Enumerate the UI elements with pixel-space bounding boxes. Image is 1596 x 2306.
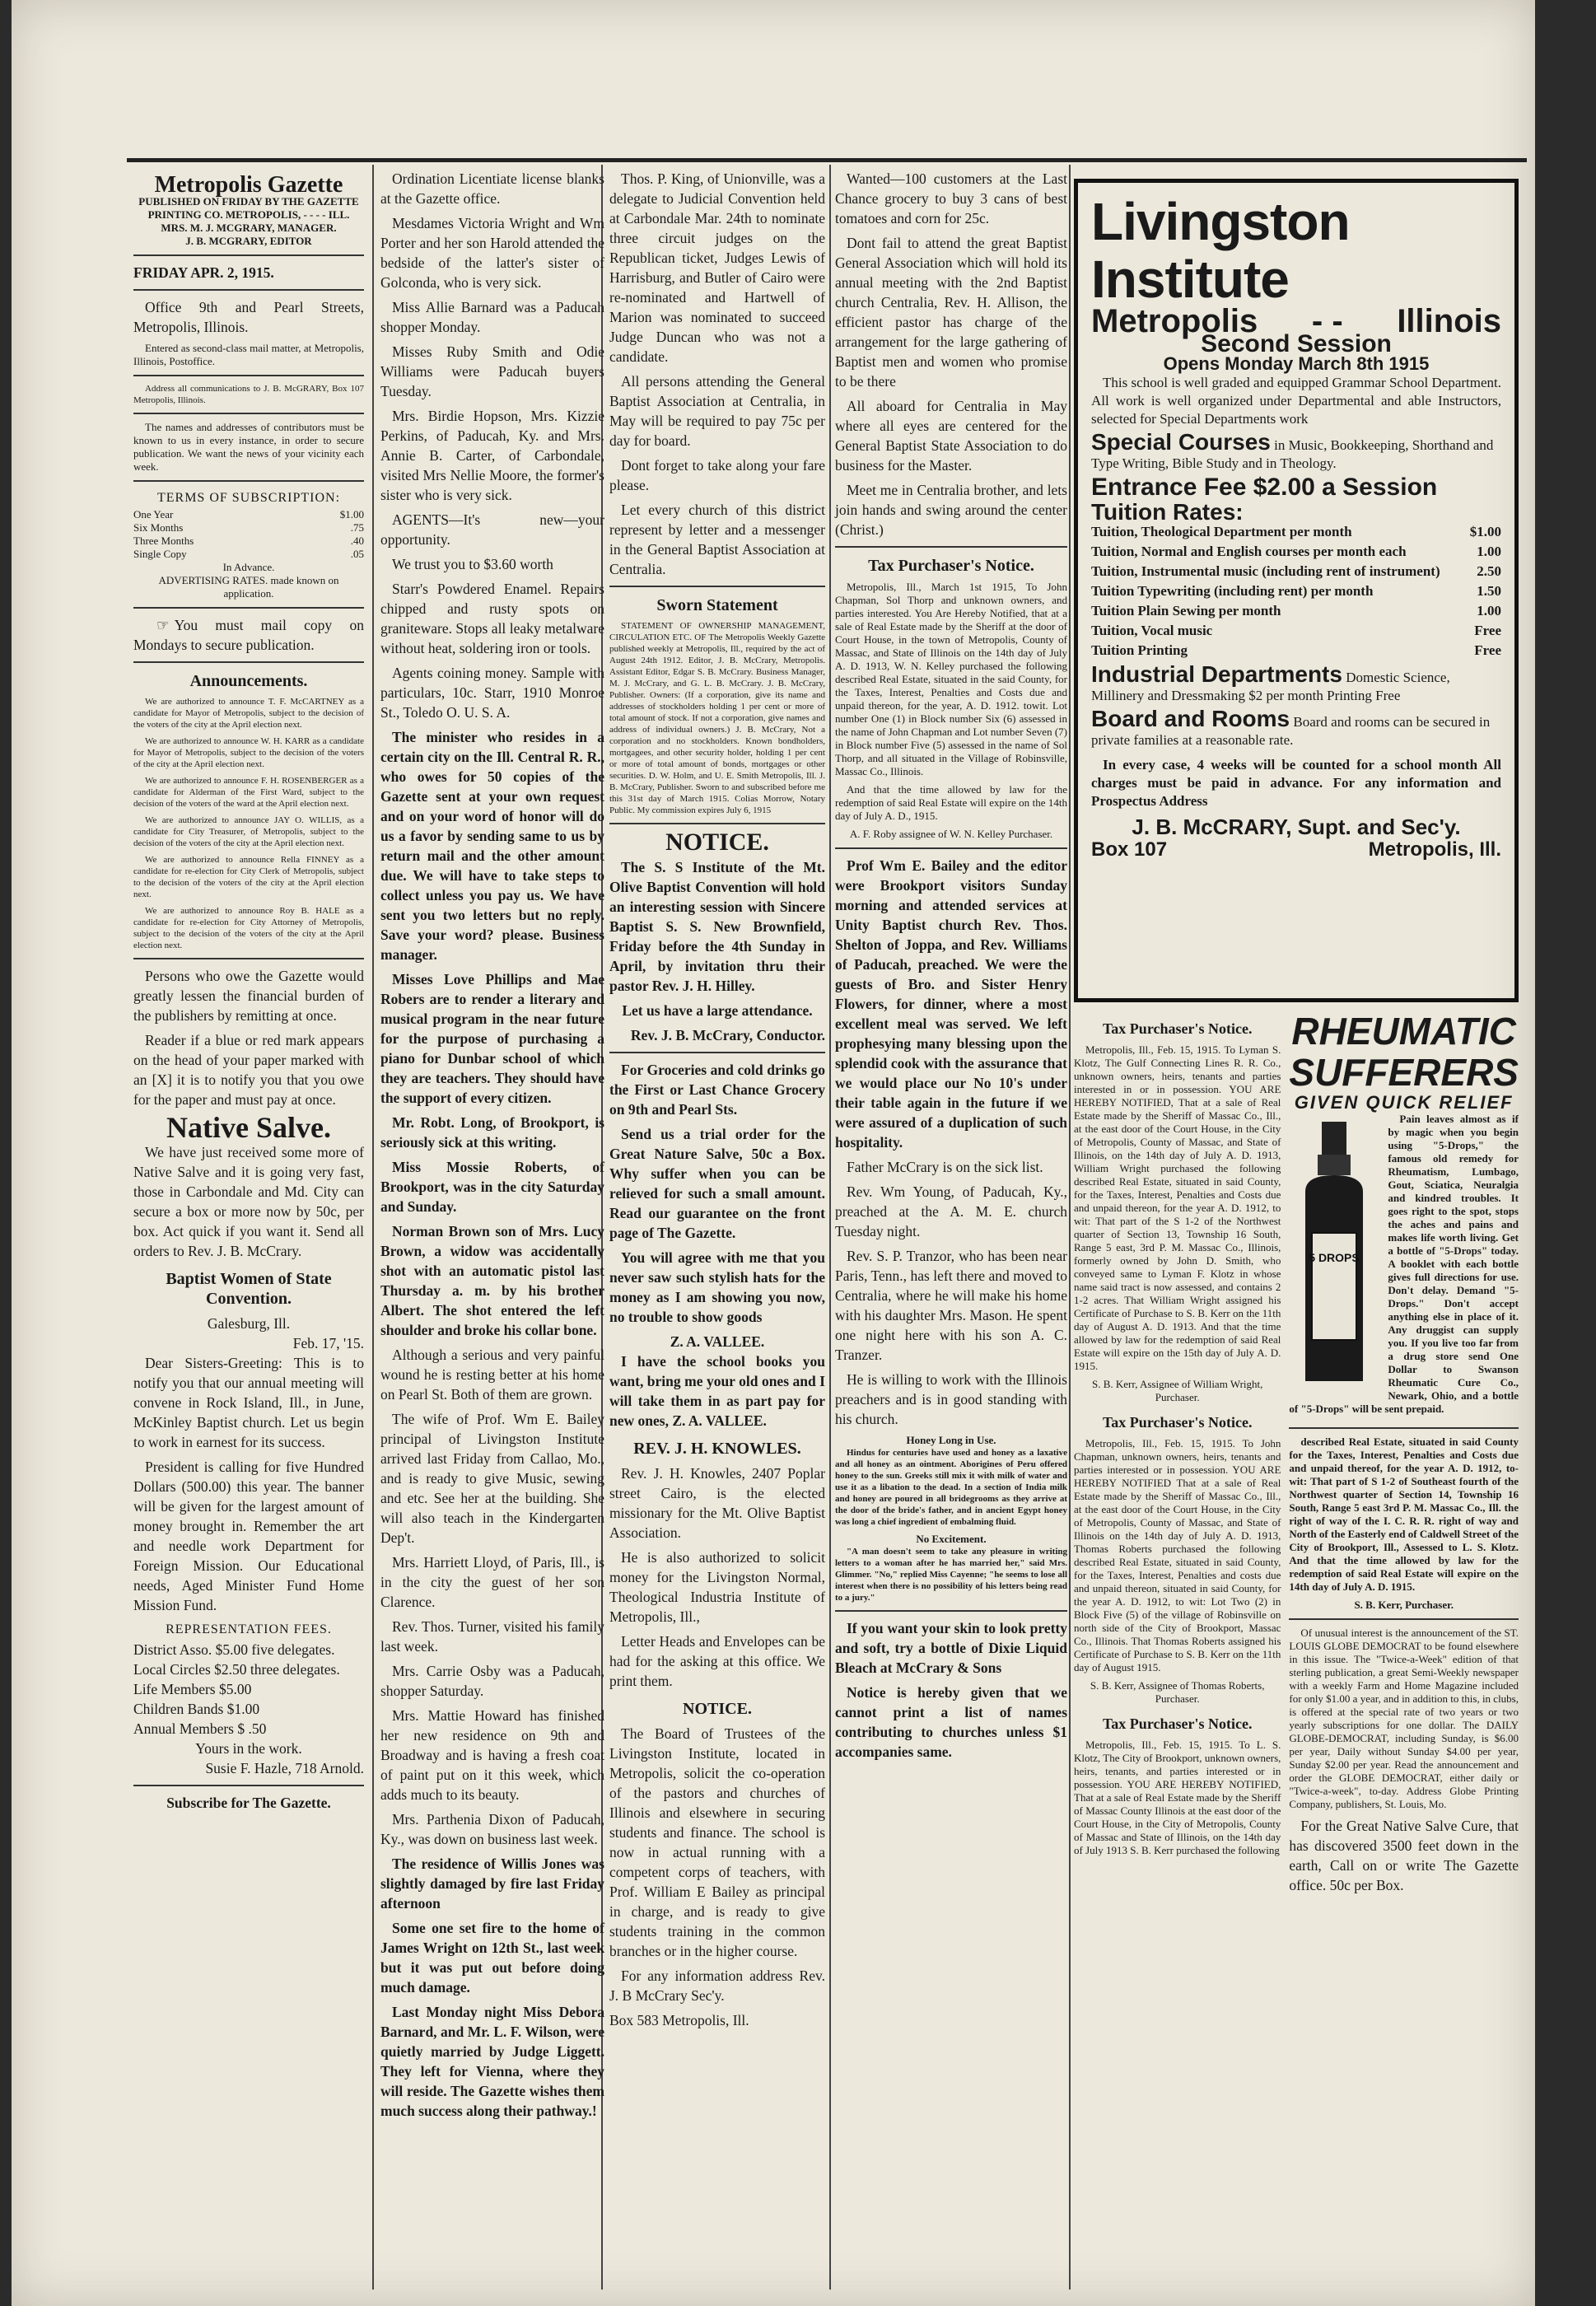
fee-item: Local Circles $2.50 three delegates. <box>133 1661 340 1678</box>
notice-welcome: Let us have a large attendance. <box>622 1002 813 1019</box>
column-1 <box>133 169 364 1813</box>
issue-date: FRIDAY APR. 2, 1915. <box>133 264 274 281</box>
sworn-statement-title: Sworn Statement <box>656 596 778 614</box>
knowles-item: He is also authorized to solicit money for the Livingston Normal, Theological Industria Institute of Metropolis, Ill., <box>609 1549 825 1625</box>
salve-ad: Send us a trial order for the Great Nature Salve, 50c a Box. Why suffer when you can be relieved for such a small amount. Read our guarantee on the front page of The Gazette. <box>609 1126 825 1241</box>
news-item: Father McCrary is on the sick list. <box>847 1159 1043 1175</box>
column-4 <box>835 169 1067 1767</box>
announcement-item: We are authorized to announce JAY O. WILLIS, as a candidate for City Treasurer, of Metropolis, subject to the decision of the voters of the city at the April election next. <box>133 815 364 848</box>
publisher-line: PUBLISHED ON FRIDAY BY THE GAZETTE PRINTING CO. METROPOLIS, - - - - ILL. <box>138 195 359 221</box>
news-item: Misses Ruby Smith and Odie Williams were Paducah buyers Tuesday. <box>380 343 604 399</box>
notice2-title: NOTICE. <box>683 1700 752 1718</box>
bottle-label: 5 DROPS <box>1309 1251 1360 1264</box>
news-item: Dont fail to attend the great Baptist General Association which will hold its annual meeting with the 2nd Baptist church Centralia, Rev. H. Allison, the efficient pastor has charge of the arrangement for the large gathering of Baptist men and women who promise to be there <box>835 235 1067 390</box>
ad-four-weeks: In every case, 4 weeks will be counted for a school month All charges must be paid in advance. For any information and Prospectus Address <box>1091 757 1501 809</box>
advertising-rates: ADVERTISING RATES. made known on application. <box>158 574 339 600</box>
box-address: Box 583 Metropolis, Ill. <box>609 2012 749 2028</box>
office-address: Office 9th and Pearl Streets, Metropolis, Illinois. <box>133 299 364 335</box>
rheumatic-subtitle: GIVEN QUICK RELIEF <box>1294 1092 1514 1113</box>
news-item: Ordination Licentiate license blanks at the Gazette office. <box>380 170 604 207</box>
subscription-title: TERMS OF SUBSCRIPTION: <box>156 491 341 505</box>
blue-mark-notice: Reader if a blue or red mark appears on the head of your paper marked with an [X] it is to notify you that you owe for the paper and must pay at once. <box>133 1032 364 1108</box>
dixie-bleach-ad: If you want your skin to look pretty and soft, try a bottle of Dixie Liquid Bleach at McCrary & Sons <box>835 1620 1067 1676</box>
newspaper-page <box>12 0 1535 2306</box>
column-5-left <box>1074 1011 1281 1900</box>
news-item: Mrs. Birdie Hopson, Mrs. Kizzie Perkins, of Paducah, Ky. and Mrs. Annie B. Carter, of Carbondale, visited Mrs Nellie Moore, the former's sister who is very sick. <box>380 408 604 503</box>
ad-signature: J. B. McCRARY, Supt. and Sec'y. <box>1132 815 1461 839</box>
in-advance: In Advance. <box>222 561 275 573</box>
news-item: Mesdames Victoria Wright and Wm Porter and her son Harold attended the bedside of the latter's sister of Golconda, who is very sick. <box>380 215 604 291</box>
baptist-women-title: Baptist Women of State Convention. <box>166 1270 332 1308</box>
signature: Susie F. Hazle, 718 Arnold. <box>205 1760 364 1776</box>
excitement-body: "A man doesn't seem to take any pleasure in writing letters to a woman after he has married her," said Mrs. Glimmer. "No," replied Miss Cayenne; "he seems to lose all interest when there is no possibility of his letters being read to a jury." <box>835 1547 1067 1603</box>
news-item: Mrs. Carrie Osby was a Paducah, shopper Saturday. <box>380 1663 604 1699</box>
news-item: He is willing to work with the Illinois preachers and is in good standing with his church. <box>835 1371 1067 1427</box>
knowles-item: Letter Heads and Envelopes can be had for the asking at this office. We print them. <box>609 1633 825 1689</box>
tax-notice-body: Metropolis, Ill., Feb. 15, 1915. To John Chapman, unknown owners, heirs, tenants and parties interested or in possession. YOU ARE HEREBY NOTIFIED That at a sale of Real Estate made by the Sheriff of Massac Co., Ill., at the east door of the Court House, in the City of Metropolis, County of Massac, and State of Illinois on the 14th day of July A. D. 1913, Thomas Roberts purchased the following described Real Estate, situated in said County, for the Taxes, Interest, Penalties and costs due and unpaid thereon, situated in said County, for the year A. D. 1912, to wit: Lot Two (2) in Block Five (5) of the village of Robinsville on north side of the City of Brookport, Massac Co., Illinois. That Thomas Roberts assigned his Certificate of Purchase to S. B. Kerr on the 11th day of August 1915. <box>1074 1437 1281 1673</box>
news-item-bold: The residence of Willis Jones was slightly damaged by fire last Friday afternoon <box>380 1856 604 1912</box>
honey-body: Hindus for centuries have used and honey as a laxative and all honey as an ointment. Aborigines of Peru offered honey to the sun. Greeks still mix it with milk of water and use it as a libation to the dead. In a section of India milk and honey are poured in all bridegrooms as they arrive at the door of the bride's father, and in ancient Egypt honey was long a chief ingredient of embalming fluid. <box>835 1448 1067 1527</box>
honey-title: Honey Long in Use. <box>906 1434 996 1446</box>
news-item: All persons attending the General Baptist Association at Centralia, in May will be required to pay 75c per day for board. <box>609 373 825 449</box>
column-divider <box>829 165 831 2290</box>
announcements-title: Announcements. <box>189 672 308 690</box>
ad-session: Second Session <box>1201 330 1392 357</box>
sworn-statement-body: STATEMENT OF OWNERSHIP MANAGEMENT, CIRCULATION ETC. OF The Metropolis Weekly Gazette published weekly at Metropolis, Ill., required by the act of August 24th 1912. Editor, J. B. McCrary, Metropolis. Assistant Editor, Edgar S. B. McCrary. Business Manager, M. J. McCrary, and G. L. B. McCrary. J. B. McCrary, Publisher. Owners: (If a corporation, give its name and addresses of stockholders holding 1 per cent or more of total amount of stock. If not a corporation, give names and address of individual owners.) J. B. McCrary, Not a corporation and no stockholders. Known bondholders, mortgagees, and other security holder, holding 1 per cent or more of total amount of bonds, mortgages or other securities. D. W. Holm, and U. E. Smith Metropolis, Ill. J. B. McCrary, Publisher. Sworn to and subscribed before me this 31st day of March 1915. Colias Morrow, Notary Public. My commission expires July 6, 1915 <box>609 621 825 815</box>
column-divider <box>1069 165 1071 2290</box>
news-item: Mrs. Harriett Lloyd, of Paris, Ill., is in the city the guest of her son Clarence. <box>380 1554 604 1610</box>
subscription-row: One Year $1.00 <box>133 508 364 520</box>
ad-entrance-fee: Entrance Fee $2.00 a Session <box>1091 474 1438 501</box>
rate-row: Tuition, Normal and English courses per month each 1.00 <box>1091 544 1501 559</box>
tax-notice-title: Tax Purchaser's Notice. <box>1102 1414 1253 1431</box>
column-3 <box>609 169 825 2030</box>
news-item: Agents coining money. Sample with particulars, 10c. Starr, 1910 Monroe St., Toledo O. U. S. A. <box>380 665 604 721</box>
rate-row: Tuition Printing Free <box>1091 642 1501 658</box>
fee-item: Life Members $5.00 <box>133 1681 252 1697</box>
manager-line: MRS. M. J. MCGRARY, MANAGER. <box>161 222 337 234</box>
news-item: All aboard for Centralia in May where all eyes are centered for the General Baptist State Association to do business for the Master. <box>835 398 1067 474</box>
notice-title: NOTICE. <box>665 829 769 856</box>
tax-notice-title: Tax Purchaser's Notice. <box>868 557 1034 575</box>
news-item-bold: The minister who resides in a certain city on the Ill. Central R. R., who owes for 50 copies of the Gazette sent at your own request and on your word of honor will do us a favor by sending same to us by return mail and the other amount due. We will have to take steps to collect unless you pay us. We have sent you two letters but no reply. Save your word? please. Business manager. <box>380 729 604 963</box>
news-item: Mrs. Parthenia Dixon of Paducah, Ky., was down on business last week. <box>380 1811 604 1847</box>
rate-row: Tuition, Instrumental music (including rent of instrument) 2.50 <box>1091 563 1501 579</box>
news-item-bold: Misses Love Phillips and Mae Robers are to render a literary and musical program in the near future for the purpose of purchasing a piano for Dunbar school of which they are teachers. They should have the support of every citizen. <box>380 971 604 1106</box>
baptist-women-paragraph: Dear Sisters-Greeting: This is to notify you that our annual meeting will convene in Rock Island, Ill., in June, McKinley Baptist church. Let us begin to work in earnest for its success. <box>133 1355 364 1450</box>
news-item: The wife of Prof. Wm E. Bailey principal of Livingston Institute arrived last Friday from Callao, Mo., and is ready to give Music, sewing and etc. See her at the building. She will also teach in the Kindergarten Dep't. <box>380 1411 604 1546</box>
tax-notice-title: Tax Purchaser's Notice. <box>1102 1020 1253 1037</box>
rate-row: Tuition, Theological Department per month $1.00 <box>1091 524 1501 539</box>
column-divider <box>372 165 374 2290</box>
news-item: Although a serious and very painful wound he is resting better at his home on Pearl St. Both of them are grown. <box>380 1347 604 1403</box>
editor-line: J. B. MCGRARY, EDITOR <box>185 235 312 247</box>
knowles-item: Rev. J. H. Knowles, 2407 Poplar street Cairo, is the elected missionary for the Mt. Olive Baptist Association. <box>609 1465 825 1541</box>
baptist-women-paragraph: President is calling for five Hundred Dollars (500.00) this year. The banner will be given for the largest amount of money brought in. Remember the art and needle work Department for Foreign Mission. Our Educational needs, Aged Minister Fund Home Mission Fund. <box>133 1459 364 1613</box>
news-item-bold: Last Monday night Miss Debora Barnard, and Mr. L. F. Wilson, were quietly married by Judge Liggett. They left for Vienna, where they will reside. The Gazette wishes them much success along their pathway.! <box>380 2004 604 2119</box>
news-item: Miss Allie Barnard was a Paducah shopper Monday. <box>380 299 604 335</box>
entered-note: Entered as second-class mail matter, at Metropolis, Illinois, Postoffice. <box>133 342 364 367</box>
groceries-ad: For Groceries and cold drinks go the First or Last Chance Grocery on 9th and Pearl Sts. <box>609 1062 825 1118</box>
owe-notice: Persons who owe the Gazette would greatly lessen the financial burden of the publishers by remitting at once. <box>133 968 364 1024</box>
lower-columns <box>1074 1011 1519 1900</box>
rate-row: Tuition, Vocal music Free <box>1091 623 1501 638</box>
masthead-title: Metropolis Gazette <box>154 172 343 198</box>
news-item: We trust you to $3.60 worth <box>392 556 553 572</box>
no-names-notice: Notice is hereby given that we cannot print a list of names contributing to churches unless $1 accompanies same. <box>835 1684 1067 1760</box>
news-item: Starr's Powdered Enamel. Repairs chipped and rusty spots on graniteware. Stops all leaky metalware without heat, soldering iron or tools. <box>380 581 604 656</box>
livingston-institute-ad <box>1074 179 1519 1002</box>
subscription-row: Six Months .75 <box>133 521 364 534</box>
column-2 <box>380 169 604 2126</box>
announcement-item: We are authorized to announce T. F. McCARTNEY as a candidate for Mayor of Metropolis, subject to the decision of the voters of the city at the April election next. <box>133 697 364 730</box>
stylish-hats-ad: You will agree with me that you never saw such stylish hats for the money as I am showing you now, no trouble to show goods <box>609 1249 825 1325</box>
rate-row: Tuition Plain Sewing per month 1.00 <box>1091 603 1501 619</box>
tax-notice-signature: S. B. Kerr, Assignee of Thomas Roberts, Purchaser. <box>1090 1679 1265 1705</box>
names-note: The names and addresses of contributors must be known to us in every instance, in order to secure publication. We want the news of your vicinity each week. <box>133 421 364 473</box>
column-5-right <box>1289 1011 1519 1900</box>
subscription-row: Three Months .40 <box>133 534 364 547</box>
ad-title: Livingston Institute <box>1091 192 1350 309</box>
tax-notice-signature: S. B. Kerr, Assignee of William Wright, Purchaser. <box>1092 1378 1263 1403</box>
excitement-title: No Excitement. <box>916 1533 987 1545</box>
notice-signature: Rev. J. B. McCrary, Conductor. <box>630 1027 825 1043</box>
news-item: Dont forget to take along your fare please. <box>609 457 825 493</box>
baptist-women-date: Feb. 17, '15. <box>292 1335 364 1351</box>
baptist-women-place: Galesburg, Ill. <box>207 1315 291 1332</box>
rate-row: Tuition Typewriting (including rent) per month 1.50 <box>1091 583 1501 599</box>
news-item: Mrs. Mattie Howard has finished her new residence on 9th and Broadway and is having a fresh coat of paint put on it this week, which adds much to its beauty. <box>380 1707 604 1803</box>
rheumatic-body: Pain leaves almost as if by magic when you begin using "5-Drops," the famous old remedy for Rheumatism, Lumbago, Gout, Sciatica, Neuralgia and kindred troubles. It goes right to the spot, stops the aches and pains and makes life worth living. Get a bottle of "5-Drops" today. A booklet with each bottle gives full directions for use. Don't delay. Demand "5-Drops." Don't accept anything else in place of it. Any druggist can supply you. If you live too far from a drug store send One Dollar to Swanson Rheumatic Cure Co., Newark, Ohio, and a bottle of "5-Drops" will be sent prepaid. <box>1289 1113 1519 1415</box>
notice2-body: The Board of Trustees of the Livingston Institute, located in Metropolis, solicit the co-operation of the pastors and churches of Illinois and elsewhere in securing students and finance. The school is now in actual running with a competent corps of teachers, with Prof. William E Bailey as principal in charge, and is ready to give students training in the common branches or in the higher course. <box>609 1725 825 1959</box>
tax-notice-title: Tax Purchaser's Notice. <box>1102 1715 1253 1732</box>
news-item: AGENTS—It's new—your opportunity. <box>380 511 604 548</box>
address-note: Address all communications to J. B. McGRARY, Box 107 Metropolis, Illinois. <box>133 384 364 405</box>
native-salve-body: We have just received some more of Native Salve and it is going very fast, those in Carbondale and Md. City can secure a box or more now by 50c, per box. Act quick if you want it. Send all orders to Rev. J. B. McCrary. <box>133 1144 364 1259</box>
news-item: Thos. P. King, of Unionville, was a delegate to Judicial Convention held at Carbondale Mar. 24th to nominate three circuit judges on the Republican ticket, Judges Lewis of Harrisburg, and Butler of Cairo were re-nominated and Hartwell of Marion was nominated to succeed Judge Duncan who was not a candidate. <box>609 170 825 365</box>
ad-special: Special Courses in Music, Bookkeeping, Shorthand and Type Writing, Bible Study and in Theology. <box>1091 429 1494 471</box>
notice-body: The S. S Institute of the Mt. Olive Baptist Convention will hold an interesting session with Sincere Baptist S. S. New Brownfield, Friday before the 4th Sunday in April, by invitation thru their pastor Rev. J. H. Hilley. <box>609 859 825 994</box>
tax-notice-signature: A. F. Roby assignee of W. N. Kelley Purchaser. <box>849 828 1053 840</box>
fee-item: Children Bands $1.00 <box>133 1701 260 1717</box>
native-salve-notice: For the Great Native Salve Cure, that has discovered 3500 feet down in the earth, Call on or write The Gazette office. 50c per Box. <box>1289 1818 1519 1893</box>
announcement-item: We are authorized to announce Roy B. HALE as a candidate for re-election for City Attorney of Metropolis, subject to the decision of the voters of the city at the April election next. <box>133 906 364 950</box>
news-item: Meet me in Centralia brother, and lets join hands and swing around the center (Christ.) <box>835 482 1067 538</box>
ad-tuition-label: Tuition Rates: <box>1091 499 1244 525</box>
vallee-signature: Z. A. VALLEE. <box>670 1333 765 1350</box>
knowles-title: REV. J. H. KNOWLES. <box>633 1440 801 1458</box>
ad-board: Board and Rooms Board and rooms can be secured in private families at a reasonable rate. <box>1091 706 1491 748</box>
fees-title: REPRESENTATION FEES. <box>166 1622 332 1636</box>
news-item: Wanted—100 customers at the Last Chance grocery to buy 3 cans of best tomatoes and corn for 25c. <box>835 170 1067 226</box>
tax-notice-body: Metropolis, Ill., Feb. 15, 1915. To Lyman S. Klotz, The Gulf Connecting Lines R. R. Co., unknown owners, heirs, tenants and parties interested in or in possession. YOU ARE HEREBY NOTIFIED, That at a sale of Real Estate made by the Sheriff of Massac Co., Ill., at the east door of the Court House, in the City of Metropolis, County of Massac, and State of Illinois, on the 14th day of July A. D. 1913, William Wright purchased the following described Real Estate, situated in said County, for the Taxes, Interest, Penalties and Costs due and unpaid thereon, for the year A. D. 1912, to wit: That part of the S 1-2 of the Northwest quarter of Section 13, Township 16 South, Range 5 east, 3rd P. M. Massac Co., Illinois, formerly owned by John D. Smith, who conveyed same to Lyman F. Klotz in whose name said tract is now assessed, and contains 2 1-2 acres. That William Wright assigned his Certificate of Purchase to S. B. Kerr on the 11th day of August A. D. 1913. And that the time allowed by law for the redemption of said Real Estate will expire on the 15th day of July A. D. 1915. <box>1074 1043 1281 1372</box>
news-item-bold: Prof Wm E. Bailey and the editor were Brookport visitors Sunday morning and attended services at Unity Baptist church Rev. Thos. Shelton of Joppa, and Rev. Williams of Paducah, preached. We were the guests of Bro. and Sister Henry Flowers, for dinner, where a most excellent meal was served. We left prophesying many blessing upon the splendid cook with the assurance that we would place our No 10's under their table again in the future if we were assured of a duplication of such hospitality. <box>835 857 1067 1151</box>
pointing-hand-icon: ☞ <box>156 617 170 633</box>
fee-item: District Asso. $5.00 five delegates. <box>133 1641 335 1658</box>
announcement-item: We are authorized to announce Rella FINNEY as a candidate for re-election for City Clerk of Metropolis, subject to the decision of the voters of the city at the April election next. <box>133 855 364 899</box>
globe-democrat-notice: Of unusual interest is the announcement of the ST. LOUIS GLOBE DEMOCRAT to be found elsewhere in this issue. The "Twice-a-Week" edition of that sterling publication, a great Semi-Weekly newspaper with a weekly Farm and Home Magazine included for only $1.00 a year, and in addition to this, in clubs, is offered at the special rate of two years or two yearly subscriptions for one dollar. The DAILY GLOBE-DEMOCRAT, including Sunday, is $6.00 per year, Daily without Sunday $4.00 per year, Sunday $2.00 per year. Read the announcement and order the GLOBE DEMOCRAT, either daily or "Twice-a-week", to-day. Address Globe Printing Company, publishers, St. Louis, Mo. <box>1289 1627 1519 1810</box>
closing: Yours in the work. <box>195 1740 302 1757</box>
ad-opens: Opens Monday March 8th 1915 <box>1163 353 1430 374</box>
native-salve-title: Native Salve. <box>166 1111 331 1144</box>
news-item: Rev. S. P. Tranzor, who has been near Paris, Tenn., has left there and moved to Centralia, where he will make his home with his daughter Mrs. Mason. He spent one night here with his son A. C. Tranzer. <box>835 1248 1067 1363</box>
ad-intro: This school is well graded and equipped Grammar School Department. All work is well organized under Departmental and able Instructors, selected for Special Departments work <box>1091 375 1501 427</box>
subscription-table <box>133 508 364 561</box>
tax-notice-body: Metropolis, Ill., March 1st 1915, To John Chapman, Sol Thorp and unknown owners, and parties interested. You Are Hereby Notified, that at a sale of Real Estate made by the Sheriff at the door of Court House, in the town of Metropolis, County of Massac, and State of Illinois on the 14th day of July A. D. 1913, W. N. Kelley purchased the following described Real Estate, situated in the said County, for the Taxes, Interest, Penalties and Costs due and unpaid thereon, for the year, A. D. 1912. towit. Lot number One (1) in Block number Six (6) assessed in the name of John Chapman and Lot number Seven (7) in Block number Five (5) assessed in the name of Sol Thorp, and all situated in the Village of Robinsville, Massac Co., Illinois. <box>835 581 1067 777</box>
ad-box: Box 107 Metropolis, Ill. <box>1091 838 1501 861</box>
subscribe-line: Subscribe for The Gazette. <box>166 1795 331 1811</box>
rheumatic-title: RHEUMATIC SUFFERERS <box>1289 1010 1519 1094</box>
tax-notice-continued: described Real Estate, situated in said County for the Taxes, Interest, Penalties and Costs due and unpaid thereof, for the year A. D. 1912, to-wit: That part of S 1-2 of Southeast fourth of the Northwest quarter of Section 14, Township 16 South, Range 5 east 3rd P. M. Massac Co., Ill. the right of way of the I. C. R. R. right of way and North of the Easterly end of Caldwell Street of the City of Brookport, Ill., Assessed to L. S. Klotz. And that the time allowed by law for the redemption of said Real Estate will expire on the 14th day of July A. D. 1915. <box>1289 1435 1519 1593</box>
medicine-bottle-icon <box>1289 1118 1379 1389</box>
news-item-bold: Some one set fire to the home of James Wright on 12th St., last week but it was put out before doing much damage. <box>380 1920 604 1996</box>
announcement-item: We are authorized to announce W. H. KARR as a candidate for Mayor of Metropolis, subject to the decision of the voters of the city at the April election next. <box>133 736 364 769</box>
tax-notice-body: And that the time allowed by law for the redemption of said Real Estate will expire on the 14th day of July A. D., 1915. <box>835 783 1067 822</box>
school-books-ad: I have the school books you want, bring me your old ones and I will take them in as part pay for new ones, Z. A. VALLEE. <box>609 1353 825 1429</box>
tax-notice-body: Metropolis, Ill., Feb. 15, 1915. To L. S. Klotz, The City of Brookport, unknown owners, heirs, tenants, and parties interested or in possession. YOU ARE HEREBY NOTIFIED, That at a sale of Real Estate made by the Sheriff of Massac County Illinois at the east door of the Court House, in the City of Metropolis, County of Massac and State of Illinois, on the 14th day of July 1913 S. B. Kerr purchased the following <box>1074 1739 1281 1856</box>
news-item-bold: Mr. Robt. Long, of Brookport, is seriously sick at this writing. <box>380 1114 604 1151</box>
news-item-bold: Norman Brown son of Mrs. Lucy Brown, a widow was accidentally shot with an automatic pistol last Thursday a. m. by his brother Albert. The shot entered the left shoulder and broke his collar bone. <box>380 1223 604 1338</box>
top-rule <box>127 158 1527 162</box>
news-item: Rev. Wm Young, of Paducah, Ky., preached at the A. M. E. church Tuesday night. <box>835 1183 1067 1239</box>
announcement-item: We are authorized to announce F. H. ROSENBERGER as a candidate for Alderman of the First Ward, subject to the decision of the voters of the ward at the April election next. <box>133 776 364 809</box>
mail-copy-note: ☞ You must mail copy on Mondays to secure publication. <box>133 617 364 653</box>
news-item-bold: Miss Mossie Roberts, of Brookport, was in the city Saturday and Sunday. <box>380 1159 604 1215</box>
news-item: Let every church of this district represent by letter and a messenger in the General Baptist Association at Centralia. <box>609 502 825 577</box>
column-5 <box>1074 169 1519 1900</box>
subscription-row: Single Copy .05 <box>133 548 364 560</box>
fee-item: Annual Members $ .50 <box>133 1720 267 1737</box>
tax-notice-signature: S. B. Kerr, Purchaser. <box>1354 1599 1454 1611</box>
ad-industrial: Industrial Departments Domestic Science, Millinery and Dressmaking $2 per month Printing Free <box>1091 661 1450 703</box>
notice2-more: For any information address Rev. J. B McCrary Sec'y. <box>609 1968 825 2004</box>
news-item: Rev. Thos. Turner, visited his family last week. <box>380 1618 604 1655</box>
ad-city: Metropolis - - Illinois <box>1091 303 1501 339</box>
ad-rates <box>1091 522 1501 661</box>
